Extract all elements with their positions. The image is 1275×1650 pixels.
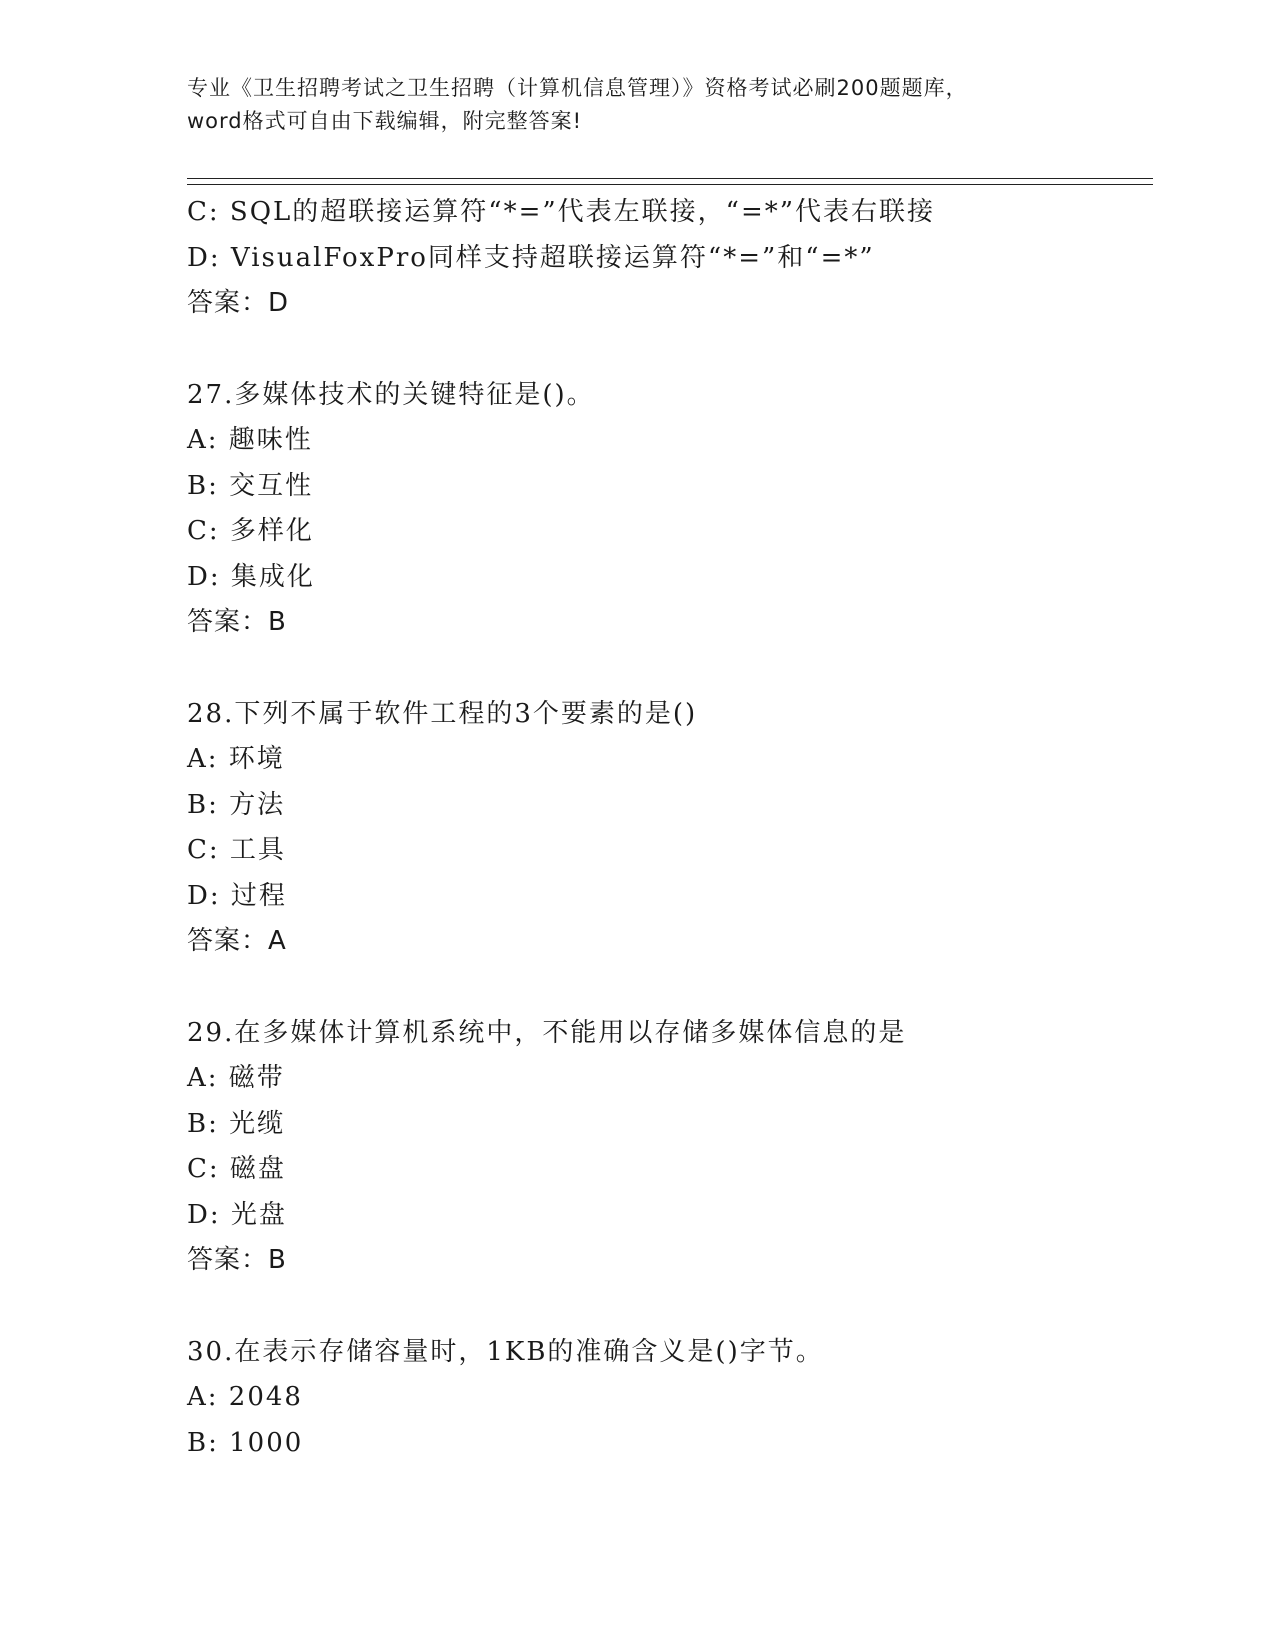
question-stem: 27.多媒体技术的关键特征是()。 [187, 379, 595, 410]
answer: 答案：D [187, 288, 290, 318]
header-line-2: word格式可自由下载编辑，附完整答案! [187, 109, 583, 133]
option-c: C: 多样化 [187, 516, 314, 546]
answer: 答案：B [187, 1245, 287, 1275]
option-d: D: VisualFoxPro同样支持超联接运算符“*=”和“=*” [187, 242, 875, 273]
option-b: B: 方法 [187, 789, 286, 820]
option-b: B: 光缆 [187, 1108, 286, 1139]
option-c: C: 磁盘 [187, 1154, 286, 1184]
option-c: C: SQL的超联接运算符“*=”代表左联接，“=*”代表右联接 [187, 197, 936, 227]
option-d: D: 光盘 [187, 1199, 287, 1230]
header-divider-bottom [187, 184, 1153, 185]
option-a: A: 趣味性 [187, 425, 313, 455]
question-stem: 28.下列不属于软件工程的3个要素的是() [187, 698, 698, 729]
option-d: D: 集成化 [187, 561, 315, 592]
question-list [187, 190, 1147, 1466]
header-divider-top [187, 178, 1153, 179]
option-b: B: 1000 [187, 1427, 304, 1458]
header-line-1: 专业《卫生招聘考试之卫生招聘（计算机信息管理）》资格考试必刷200题题库， [187, 76, 968, 100]
option-b: B: 交互性 [187, 470, 314, 501]
option-c: C: 工具 [187, 835, 286, 865]
document-header [187, 72, 1087, 138]
option-a: A: 磁带 [187, 1063, 285, 1093]
option-a: A: 2048 [187, 1382, 303, 1412]
answer: 答案：A [187, 926, 287, 956]
option-d: D: 过程 [187, 880, 287, 911]
question-stem: 30.在表示存储容量时，1KB的准确含义是()字节。 [187, 1336, 824, 1367]
question-stem: 29.在多媒体计算机系统中，不能用以存储多媒体信息的是 [187, 1017, 907, 1048]
answer: 答案：B [187, 607, 287, 637]
option-a: A: 环境 [187, 744, 285, 774]
